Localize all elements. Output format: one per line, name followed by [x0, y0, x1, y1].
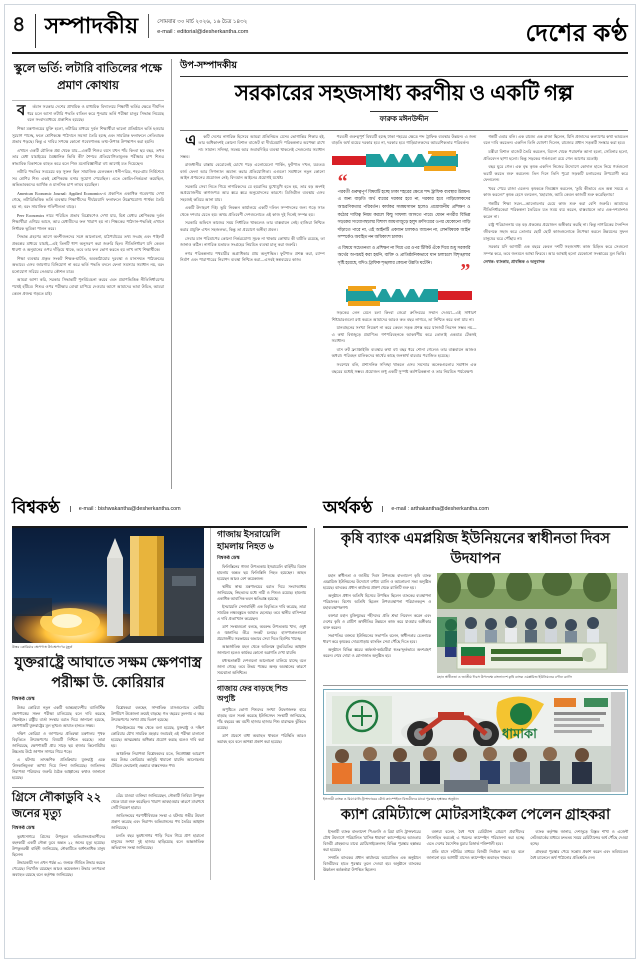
bk-lead-desk: বিশ্বকণ্ঠ ডেস্ক: [12, 696, 35, 702]
bk-middle-body: [217, 564, 306, 676]
paragraph: এ বিষয়ে সচেতনতা ও প্রশিক্ষণ না দিয়ে এর ওপর টিকিট এঁকে দিয়ে শুধু সরকারি অর্থের অপচয়ই করা হয়নি, ব্যক্তি ও প্রাতিষ্ঠানিকভাবে যান চলাচলে বিশৃঙ্খলার সৃষ্টি হয়েছে, যদিও ট্রাফিক শৃঙ্খলার কোনো উন্নতি ঘটেনি।: [337, 244, 471, 265]
paragraph: অনুষ্ঠানে বিভিন্ন স্তরের কর্মকর্তা-কর্মচারীরা স্বতঃস্ফূর্তভাবে অংশগ্রহণ করেন। শেষে দোয়া ও মোনাজাত অনুষ্ঠিত হয়।: [323, 648, 431, 659]
kicker-label: উপ-সম্পাদকীয়: [180, 60, 238, 71]
paragraph: শিক্ষা মন্ত্রণালয়ের যুক্তি হলো, লটারির মাধ্যমে দুর্বল শিক্ষার্থীরা ভালো প্রতিষ্ঠানে ভর্তি হওয়ার সুযোগ পাচ্ছে, ফলে শ্রেণিকক্ষে পাঠদানে সমস্যা তৈরি হচ্ছে এবং সামগ্রিক ফলাফলে নেতিবাচক প্রভাব পড়ছে। কিন্তু এ দাবির সপক্ষে কোনো গবেষণালব্ধ তথ্য-উপাত্ত উপস্থাপন করা হয়নি।: [12, 125, 164, 145]
paragraph: আন্তর্জাতিক মহল থেকে অবিলম্বে যুদ্ধবিরতির আহ্বান জানানো হলেও কার্যকর কোনো অগ্রগতি দেখা যায়নি।: [217, 645, 306, 656]
paragraph: উদ্ধারকারী দল এখন পর্যন্ত ৩১ জনকে জীবিত উদ্ধার করতে পেরেছে। নিখোঁজ রয়েছেন আরও কয়েকজন। উদ্ধার তৎপরতা অব্যাহত রয়েছে বলে কর্তৃপক্ষ জানিয়েছে।: [12, 861, 105, 878]
paragraph: রাজধানীর রাস্তায় বেরোলেই চোখে পড়ে এলোমেলো পার্কিং, ফুটপাত দখল, যত্রতত্র বর্জ্য ফেলা আর সিগন্যাল অমান্য করার প্রতিযোগিতা। এগুলো সমাধানে নতুন কোনো আইন প্রণয়নের প্রয়োজন নেই; বিদ্যমান আইনের প্রয়োগই যথেষ্ট।: [180, 162, 325, 181]
bishwakantha-section: [12, 528, 315, 880]
pull-quote: [332, 170, 477, 283]
ak-second-headline: ক্যাশ রেমিট্যান্সে মোটরসাইকেল পেলেন গ্রাহকরা: [340, 807, 611, 824]
masthead: [12, 14, 628, 48]
bk-second-desk: বিশ্বকণ্ঠ ডেস্ক: [12, 825, 35, 831]
main-col-2: [332, 134, 477, 377]
divider: [12, 100, 164, 101]
paragraph: সবশেষে বলি, প্রশাসনিক সদিচ্ছা থাকলে এসব সমস্যার অনেকগুলোর সমাধান এক বছরের মধ্যেই সম্ভব। প্রয়োজন শুধু একটি সুস্পষ্ট কর্মপরিকল্পনা ও তার নিয়মিত পর্যবেক্ষণ।: [331, 361, 477, 374]
paragraph: অপুষ্টিতে ভোগা শিশুদের সংখ্যা উদ্বেগজনক হারে বাড়ছে বলে সতর্ক করেছে ইউনিসেফ। সংস্থাটি জানিয়েছে, পাঁচ বছরের কম বয়সী হাজার হাজার শিশু মারাত্মক ঝুঁকিতে রয়েছে।: [217, 707, 306, 730]
bk-middle-sub-headline: গাজায় ফের বাড়ছে শিশু অপুষ্টি: [217, 684, 288, 704]
arthakantha-email: e-mail : arthakantha@desherkantha.com: [382, 506, 488, 512]
paragraph: গল্পটির শিক্ষা সরল—আলোচনার চেয়ে কাজ শুরু করা বেশি জরুরি। আমাদের নীতিনির্ধারকেরা পরিকল্পনা তৈরিতে যত সময় ব্যয় করেন, বাস্তবায়নে তার এক-দশমাংশও করেন না।: [483, 200, 629, 219]
ak-lead-body-left: [323, 573, 431, 681]
decorative-ribbon-bottom: [332, 285, 477, 307]
bk-lead-headline: যুক্তরাষ্ট্রে আঘাতে সক্ষম ক্ষেপণাস্ত্র পরীক্ষা উ. কোরিয়ার: [14, 655, 202, 691]
bk-second-story: [12, 791, 204, 880]
paragraph: পরবর্তী গুরুত্বপূর্ণ বিষয়টি হচ্ছে ঢাকা শহরের ক্ষেত্রে শব্দ ট্রাফিক ব্যবস্থার উন্নয়ন। এ জন্য বাড়তি অর্থ ব্যয়ের দরকার হবে না, দরকার হবে গাড়িচালকদের আচরণিকতার পরিবর্তন। কার্যকর সমন্বয়সাধন হলেও প্রয়োজনীয় প্রশিক্ষণ ও কঠোর দায়িত্ব নিয়ম করলে কিছু সাফল্য আসতে পারে। যেমন নগরীর বিভিন্ন সড়কের সংযোগস্থলের বিশাল জায়গাজুড়ে হলুদ ক্রসিংয়ের ওপর যেকোনো গাড়ি দাঁড়াতে পারে না, এই আইনটি একজন চালকও জানেন না, লেনবিষয়ক আইন সম্পর্কেও অবহিত নন অধিকাংশ চালক।: [337, 188, 471, 240]
paragraph: সিদ্ধান্ত গ্রহণের আগে অংশীজনদের সঙ্গে আলোচনা, মাঠপর্যায়ের তথ্য সংগ্রহ এবং পাইলট প্রকল্পের মাধ্যমে যাচাই—এই তিনটি ধাপ অনুসরণ করা জরুরি ছিল। নীতিনির্ধারণ যদি কেবল ধারণা ও অনুমানের ওপর দাঁড়িয়ে থাকে, তবে তার ফল ভোগ করতে হয় লাখ লাখ শিক্ষার্থীকে।: [12, 234, 164, 253]
paragraph: লটারি পদ্ধতির সবচেয়ে বড় সুফল ছিল সামাজিক মেলবন্ধন। ধনী-দরিদ্র, শহর-গ্রাম নির্বিশেষে সব শ্রেণির শিশু একই শ্রেণিকক্ষে বসার সুযোগ পেয়েছিল। এতে কোচিং-নির্ভরতা কমেছিল, অভিভাবকদের আর্থিক ও মানসিক চাপ লাঘব হয়েছিল।: [12, 169, 164, 188]
paragraph: সম্প্রতি ব্যাংকের প্রধান কার্যালয়ে আয়োজিত এক অনুষ্ঠানে বিজয়ীদের হাতে পুরস্কার তুলে দেওয়া হয়। অনুষ্ঠানে ব্যাংকের ঊর্ধ্বতন কর্মকর্তারা উপস্থিত ছিলেন।: [323, 855, 421, 872]
bk-lead-body: [12, 705, 204, 783]
quote-open-icon: “: [337, 170, 348, 193]
ak-lead-photo-block: [437, 573, 628, 681]
date-line: সোমবার ৩০ মার্চ ২০২৬, ১৬ চৈত্র ১৪৩২: [157, 19, 248, 25]
paragraph: গল্পটি এবার বলি। এক রাজ্যে এক রাজা ছিলেন, যিনি প্রজাদের কল্যাণের কথা ভাবতেন বলে দাবি করতেন। একদিন তিনি ঘোষণা দিলেন, রাজ্যের প্রধান সড়কটি সংস্কার করা হবে।: [483, 133, 629, 146]
paragraph: যানবাহনের সংখ্যা নিয়ন্ত্রণ না করে কেবল সড়ক প্রশস্ত করে যানজট নিরসন সম্ভব নয়—এ কথা বিশ্বজুড়ে প্রমাণিত। গণপরিবহনকে আকর্ষণীয় করে তোলাই একমাত্র টেকসই সমাধান।: [331, 325, 477, 344]
bk-middle-desk: বিশ্বকণ্ঠ ডেস্ক: [217, 555, 240, 561]
bishwakantha-title: বিশ্বকণ্ঠ: [12, 498, 60, 517]
paragraph: সেবার মান পরিমাপের কোনো নির্ভরযোগ্য সূচক না থাকায় কোথায় কী ঘাটতি রয়েছে, তা জানাও কঠিন। নাগরিক মতামত সংগ্রহের নিয়মিত ব্যবস্থা চালু করা জরুরি।: [180, 235, 325, 248]
arthakantha-header: [315, 489, 628, 528]
paragraph: ইসলামী ব্যাংক বাংলাদেশ পিএলসি ও রিয়া মানি ট্রান্সফারের যৌথ উদ্যোগে পরিচালিত 'মাসিক ধামাকা' ক্যাম্পেইনের আওতায় বিজয়ী গ্রাহকদের মাঝে মোটরসাইকেলসহ বিভিন্ন পুরস্কার হস্তান্তর করা হয়েছে।: [323, 829, 421, 852]
masthead-divider: [35, 14, 36, 48]
bk-lead-block: [12, 528, 204, 880]
paragraph: সরকারি সেবা নিতে গিয়ে নাগরিকদের যে হয়রানির মুখোমুখি হতে হয়, তার বড় অংশই অপ্রয়োজনীয় কাগজপত্র আর স্তরে স্তরে অনুমোদনের কারণে। ডিজিটাল ব্যবস্থায় এসব সহজেই কমিয়ে আনা যায়।: [180, 183, 325, 202]
paragraph: পরবর্তী গুরুত্বপূর্ণ বিষয়টি হচ্ছে ঢাকা শহরের ক্ষেত্রে শব্দ ট্রাফিক ব্যবস্থার উন্নয়ন। এ জন্য বাড়তি অর্থ ব্যয়ের দরকার হবে না, দরকার হবে গাড়িচালকদের আচরণিকতার পরিবর্তন।: [331, 133, 477, 146]
author-note: লেখক: ব্যাংকার, প্রাবন্ধিক ও অনুবাদক: [483, 259, 545, 265]
editorial-email: e-mail : editorial@desherkantha.com: [157, 29, 249, 36]
remittance-photo-frame: [323, 689, 628, 795]
paragraph: মহান স্বাধীনতা ও জাতীয় দিবস উপলক্ষে বাংলাদেশ কৃষি ব্যাংক এমপ্লয়িজ ইউনিয়নের উদ্যোগে বর্ণাঢ্য র‍্যালি ও আলোচনা সভা অনুষ্ঠিত হয়েছে। ব্যাংকের প্রধান কার্যালয় প্রাঙ্গণ থেকে র‍্যালিটি শুরু হয়।: [323, 574, 431, 591]
paragraph: কটি দেশের নাগরিক হিসেবে আমরা প্রতিনিয়ত যেসব ভোগান্তির শিকার হই, তার অধিকাংশই কোনো বিশাল বাজেট বা দীর্ঘমেয়াদি পরিকল্পনার অপেক্ষা রাখে না। সামান্য সদিচ্ছা, সমন্বয় আর জবাবদিহির ব্যবস্থা থাকলেই সেগুলোর সমাধান সম্ভব।: [180, 133, 325, 159]
paragraph: সভাপতির বক্তব্যে ইউনিয়নের সভাপতি বলেন, স্বাধীনতার চেতনাকে ধারণ করে কৃষকের দোরগোড়ায় ব্যাংকিং সেবা পৌঁছে দিতে হবে।: [323, 634, 431, 645]
paragraph: গ্রাহকরা পুরস্কার পেয়ে সন্তোষ প্রকাশ করেন এবং ভবিষ্যতেও বৈধ চ্যানেলে অর্থ পাঠানোর প্রতিশ্রুতি দেন।: [530, 849, 629, 860]
paragraph: আঞ্চলিক নিরাপত্তা বিশ্লেষকদের মতে, নিষেধাজ্ঞা আরোপ করে উত্তর কোরিয়ার কর্মসূচি থামানো যায়নি। আলোচনার টেবিলে ফেরানোই একমাত্র বাস্তবসম্মত পথ।: [111, 752, 204, 769]
ak-lead-headline: কৃষি ব্যাংক এমপ্লয়িজ ইউনিয়নের স্বাধীনতা দিবস উদযাপন: [340, 531, 611, 567]
paragraph: ভূমধ্যসাগরে গ্রিসের উপকূলে অভিবাসনপ্রত্যাশীদের বহনকারী একটি নৌকা ডুবে অন্তত ২২ জনের মৃত্যু হয়েছে। উপকূলরক্ষী বাহিনী জানিয়েছে, নৌকাটিতে অর্ধশতাধিক মানুষ ছিলেন।: [12, 835, 105, 858]
paragraph: শিক্ষা ব্যবস্থার প্রকৃত সংকট শিক্ষক-ঘাটতি, অবকাঠামোর দুরবস্থা ও মানসম্মত পাঠ্যক্রমের অভাবে। এসব জায়গায় বিনিয়োগ না করে ভর্তি পদ্ধতি বদলে ফেলা সমস্যার সমাধান নয়, বরং মনোযোগ সরিয়ে নেওয়ার কৌশল মাত্র।: [12, 255, 164, 274]
top-editorial-area: [12, 59, 628, 489]
author-byline: ফারুক মঈনউদ্দীন: [370, 111, 439, 125]
bk-middle-headline: গাজায় ইসরায়েলি হামলায় নিহত ৬: [217, 529, 281, 552]
paragraph: সড়কের লেন মেনে চলা কিংবা জেব্রা ক্রসিংয়ের সম্মান দেওয়া—এই সাধারণ শিষ্টাচারগুলো রপ্ত করতে আমাদের আরও কত বছর লাগবে, তা নিশ্চিত করে বলা যায় না।: [331, 310, 477, 322]
main-col-3: [483, 134, 628, 377]
main-editorial-column: [172, 59, 628, 489]
divider: [12, 787, 204, 788]
paragraph: ত্রাণ প্রবেশে বাধা অব্যাহত থাকলে পরিস্থিতি আরও ভয়াবহ হবে বলে আশঙ্কা প্রকাশ করা হয়েছে।: [217, 733, 306, 744]
byline-wrap: [180, 108, 628, 126]
bishwakantha-header: [12, 489, 315, 528]
paragraph: একটি উদাহরণ দিই। ভূমি নিবন্ধন কার্যালয়ে একটি দলিল সম্পাদনের জন্য গড়ে সাত থেকে দশবার যেতে হয়। অথচ প্রতিবেশী দেশগুলোতে এই কাজ দুই দিনেই সম্পন্ন হয়।: [180, 205, 325, 217]
left-editorial-headline: স্কুলে ভর্তি: লটারি বাতিলের পক্ষে প্রমাণ কোথায়: [14, 63, 162, 92]
photo-caption: ইসলামী ব্যাংক ও রিয়া মানি ট্রান্সফারের যৌথ ক্যাম্পেইনে বিজয়ীদের মাঝে পুরস্কার হস্তান্তর অনুষ্ঠান: [323, 797, 459, 802]
paragraph: মধ্যস্থতাকারী দেশগুলো আলোচনা চালিয়ে যাচ্ছে বলে জানা গেছে। তবে উভয় পক্ষের অনড় অবস্থানের কারণে সমঝোতা অনিশ্চিত।: [217, 659, 306, 676]
paragraph: স্থানীয় স্বাস্থ্য মন্ত্রণালয়ের বরাত দিয়ে সংবাদমাধ্যম জানিয়েছে, নিহতদের মধ্যে নারী ও শিশুও রয়েছে। হামলায় একাধিক আবাসিক ভবন ক্ষতিগ্রস্ত হয়েছে।: [217, 585, 306, 602]
paragraph: সরকারি অফিসে কাজের সময় নির্ধারিত থাকলেও তার বাস্তবায়ন নেই। হাজিরা নিশ্চিত করার প্রযুক্তি এখন সহজলভ্য, কিন্তু তা প্রয়োগে অনীহা প্রবল।: [180, 220, 325, 232]
paragraph: র্তমান সরকার দেশের প্রাথমিক ও মাধ্যমিক বিদ্যালয়ে শিক্ষার্থী ভর্তির ক্ষেত্রে দীর্ঘদিন ধরে চলে আসা লটারি পদ্ধতি বাতিল করে পুনরায় ভর্তি পরীক্ষা চালুর সিদ্ধান্ত নিয়েছে বলে সংবাদমাধ্যমে প্রকাশিত হয়েছে।: [27, 104, 164, 123]
bk-middle-column: [210, 528, 306, 880]
arthakantha-title: অর্থকণ্ঠ: [323, 498, 373, 517]
missile-launch-photo: [12, 528, 204, 643]
newspaper-logo: দেশের কণ্ঠ: [525, 20, 628, 47]
dropcap: এ: [185, 132, 197, 149]
ak-second-body: [323, 829, 628, 875]
paragraph: চলতি বছর ভূমধ্যসাগর পাড়ি দিতে গিয়ে প্রাণ হারানো মানুষের সংখ্যা দুই হাজার ছাড়িয়েছে বলে আন্তর্জাতিক অভিবাসন সংস্থা জানিয়েছে।: [111, 834, 204, 851]
pull-quote-text: [338, 188, 471, 266]
paragraph: রাষ্ট্র পরিচালনায় বড় বড় প্রকল্পের প্রয়োজন অস্বীকার করছি না। কিন্তু নাগরিকের দৈনন্দিন জীবনকে সহজ করে তোলার ছোট ছোট কাজগুলোকে উপেক্ষা করলে উন্নয়নের সুফল মানুষের ঘরে পৌঁছায় না।: [483, 222, 629, 241]
paragraph: বক্তারা মহান মুক্তিযুদ্ধের শহীদদের প্রতি শ্রদ্ধা নিবেদন করেন এবং দেশের কৃষি ও গ্রামীণ অর্থনীতির উন্নয়নে কাজ করে যাওয়ার অঙ্গীকার ব্যক্ত করেন।: [323, 614, 431, 631]
divider: [217, 680, 306, 681]
dropcap: ব: [17, 103, 26, 120]
photo-caption: উত্তর কোরিয়ার ক্ষেপণাস্ত্র উৎক্ষেপণের মুহূর্ত: [12, 645, 73, 649]
head-rule: [180, 130, 628, 131]
paragraph: বিশ্লেষকরা বলছেন, সাম্প্রতিক মাসগুলোতে কোরীয় উপদ্বীপে উত্তেজনা ক্রমেই বাড়ছে। গত বছরের তুলনায় এ বছর উৎক্ষেপণের সংখ্যা প্রায় দ্বিগুণ হয়েছে।: [111, 706, 204, 723]
paragraph: ইসরায়েলি সেনাবাহিনী এক বিবৃতিতে দাবি করেছে, তারা সামরিক লক্ষ্যবস্তুতে আঘাত হেনেছে। তবে স্থানীয় বাসিন্দারা এ দাবি প্রত্যাখ্যান করেছেন।: [217, 605, 306, 622]
paragraph: অনুষ্ঠানে প্রধান অতিথি হিসেবে উপস্থিত ছিলেন ব্যাংকের ব্যবস্থাপনা পরিচালক। বিশেষ অতিথি ছিলেন উপব্যবস্থাপনা পরিচালকবৃন্দ ও মহাব্যবস্থাপকগণ।: [323, 594, 431, 611]
bk-middle-sub-body: [217, 707, 306, 745]
paragraph: প্রতি মাসে লটারির মাধ্যমে বিজয়ী নির্বাচন করা হয় বলে জানানো হয়। আগামী মাসেও ক্যাম্পেইন অব্যাহত থাকবে।: [426, 849, 525, 860]
paragraph: ফিলিস্তিনের গাজা উপত্যকায় ইসরায়েলি বাহিনীর বিমান হামলায় অন্তত ছয় ফিলিস্তিনি নিহত হয়েছেন। আহত হয়েছেন আরও বেশ কয়েকজন।: [217, 565, 306, 582]
remittance-award-photo: [326, 692, 625, 792]
bishwakantha-email: e-mail : bishwakantha@desherkantha.com: [70, 506, 181, 512]
paragraph: বক্তারা বলেন, বৈধ পথে রেমিট্যান্স প্রেরণে প্রবাসীদের উৎসাহিত করতেই এ ধরনের ক্যাম্পেইন পরিচালনা করা হচ্ছে। এতে দেশের বৈদেশিক মুদ্রার রিজার্ভ শক্তিশালী হবে।: [426, 829, 525, 846]
main-headline: সরকারের সহজসাধ্য করণীয় ও একটি গল্প: [234, 81, 574, 105]
paragraph: আমরা আশা করি, সরকার সিদ্ধান্তটি পুনর্বিবেচনা করবে এবং প্রমাণভিত্তিক নীতিনির্ধারণের পথেই হাঁটবে। শিশুর ওপর পরীক্ষার বোঝা চাপিয়ে দেওয়ার আগে আমাদের ভাবা উচিত, আমরা কেমন প্রজন্ম গড়তে চাই।: [12, 277, 164, 296]
divider: [323, 685, 628, 686]
decorative-ribbon-top: [332, 150, 477, 172]
arthakantha-section: [315, 528, 628, 880]
paragraph: দক্ষিণ কোরিয়া ও জাপানের প্রতিরক্ষা মন্ত্রণালয় পৃথক বিবৃতিতে উৎক্ষেপণের বিষয়টি নিশ্চিত করেছে। তারা জানিয়েছে, ক্ষেপণাস্ত্রটি প্রায় সাড়ে ছয় হাজার কিলোমিটার উচ্চতায় উঠে জাপান সাগরে গিয়ে পড়ে।: [12, 732, 105, 755]
rally-photo: [437, 573, 628, 673]
masthead-meta: [148, 14, 248, 38]
main-editorial-columns: [180, 134, 628, 377]
main-col-1: [180, 134, 325, 377]
paragraph: ত্রাণ সংস্থাগুলো বলছে, অবরুদ্ধ উপত্যকায় খাদ্য, ওষুধ ও জ্বালানির তীব্র সংকট চলছে। হাসপাতালগুলো প্রয়োজনীয় সরঞ্জামের অভাবে সেবা দিতে হিমশিম খাচ্ছে।: [217, 625, 306, 642]
paragraph: বছর ঘুরে গেল। এক বৃদ্ধ কৃষক একদিন নিজের উদ্যোগে কোদাল হাতে নিয়ে গর্তগুলো ভরাট করতে শুরু করলেন। তিন দিনে তিনি পুরো সড়কটি চলাচলের উপযোগী করে ফেললেন।: [483, 164, 629, 183]
paragraph: খবর পেয়ে রাজা এলেন। কৃষককে জিজ্ঞেস করলেন, 'তুমি কীভাবে এত অল্প সময়ে এ কাজ করলে?' কৃষক হেসে বললেন, 'মহারাজ, আমি কেবল কাজটি শুরু করেছিলাম।': [483, 185, 629, 198]
bk-second-headline: গ্রিসে নৌকাডুবি ২২ জনের মৃত্যু: [12, 792, 102, 820]
section-title: সম্পাদকীয়: [44, 13, 139, 38]
kicker-rule: [180, 76, 628, 77]
paragraph: বাস রুট ফ্র্যাঞ্চাইজি ব্যবস্থার কথা বহু বছর ধরে শোনা গেলেও তার বাস্তবায়ন আজও অধরা। পরিবহন মালিকদের স্বার্থের কাছে জনস্বার্থ বারবার পরাজিত হয়েছে।: [331, 346, 477, 359]
paragraph: বেঁচে যাওয়া ব্যক্তিরা জানিয়েছেন, নৌকাটি লিবিয়া উপকূল থেকে যাত্রা শুরু করেছিল। খারাপ আবহাওয়ার কারণে মাঝপথে সেটি নিয়ন্ত্রণ হারায়।: [111, 794, 204, 811]
paragraph: নগর পরিকল্পনায় পথচারীর অগ্রাধিকার প্রায় অনুপস্থিত। ফুটপাত প্রশস্ত করা, র‍্যাম্প নির্মাণ এবং পারাপারের নিরাপদ ব্যবস্থা নিশ্চিত করা—এসবই স্বল্পব্যয়ের কাজ।: [180, 250, 325, 263]
paragraph: American Economic Journal: Applied Economics-এ প্রকাশিত একাধিক গবেষণায় দেখা গেছে, লটারিভিত্তিক ভর্তি ব্যবস্থায় শিক্ষার্থীদের দীর্ঘমেয়াদি ফলাফলে উল্লেখযোগ্য পার্থক্য তৈরি হয় না; বরং সামাজিক গতিশীলতা বাড়ে।: [12, 190, 164, 209]
left-editorial-column: [12, 59, 172, 489]
paragraph: পিয়ংইয়ংয়ের পক্ষ থেকে বলা হয়েছে, যুক্তরাষ্ট্র ও দক্ষিণ কোরিয়ার যৌথ সামরিক মহড়ার জবাবেই এই পরীক্ষা চালানো হয়েছে। আত্মরক্ষার অধিকার প্রয়োগ করছে বলেও দাবি করা হয়।: [111, 726, 204, 749]
paragraph: উত্তর কোরিয়া নতুন একটি আন্তমহাদেশীয় ব্যালিস্টিক ক্ষেপণাস্ত্রের সফল পরীক্ষা চালিয়েছে বলে দাবি করেছে পিয়ংইয়ং। রাষ্ট্রীয় বার্তা সংস্থার বরাত দিয়ে জানানো হয়েছে, ক্ষেপণাস্ত্রটি যুক্তরাষ্ট্রের মূল ভূখণ্ডে আঘাত হানতে সক্ষম।: [12, 706, 105, 729]
svg-text:ধামাকা: ধামাকা: [502, 726, 537, 742]
paragraph: সরকার যদি আগামী এক বছরে কেবল দশটি সহজসাধ্য কাজ চিহ্নিত করে সেগুলো সম্পন্ন করে, তবে জনমনে আস্থা ফিরবে। আর আস্থাই হলো যেকোনো সংস্কারের মূল ভিত্তি।: [483, 244, 629, 256]
paragraph: ব্যাংক কর্তৃপক্ষ জানায়, দেশজুড়ে বিস্তৃত শাখা ও এজেন্ট নেটওয়ার্কের মাধ্যমে দ্রুততম সময়ে রেমিট্যান্সের অর্থ পৌঁছে দেওয়া হচ্ছে।: [530, 829, 629, 846]
photo-caption: মহান স্বাধীনতা ও জাতীয় দিবস উপলক্ষে বাংলাদেশ কৃষি ব্যাংক এমপ্লয়িজ ইউনিয়নের বর্ণাঢ্য র‍্যালি: [437, 675, 572, 680]
paragraph: এ ঘটনায় তাৎক্ষণিক প্রতিক্রিয়ায় যুক্তরাষ্ট্র একে 'উসকানিমূলক' আখ্যা দিয়ে নিন্দা জানিয়েছে। জাতিসংঘ নিরাপত্তা পরিষদের জরুরি বৈঠক আহ্বানের কথাও জানানো হয়েছে।: [12, 758, 105, 781]
paragraph: জাতিসংঘের শরণার্থীবিষয়ক সংস্থা এ ঘটনায় গভীর উদ্বেগ প্রকাশ করেছে এবং নিরাপদ অভিবাসনের পথ তৈরির আহ্বান জানিয়েছে।: [111, 814, 204, 831]
page-number: ৪: [12, 12, 26, 36]
paragraph: মন্ত্রীরা বিশাল বাজেট তৈরি করলেন, বিদেশ থেকে পরামর্শক আনা হলো, সেমিনার হলো, প্রতিবেদন ছাপা হলো। কিন্তু সড়কের গর্তগুলো রয়ে গেল আগের মতোই।: [483, 148, 629, 161]
left-editorial-body: [12, 104, 164, 297]
section-headers: [12, 489, 628, 528]
paragraph: Peer Economics নামে পরিচিত প্রভাব বিশ্লেষণেও দেখা যায়, মিশ্র মেধার শ্রেণিকক্ষে দুর্বল শিক্ষার্থীরা এগিয়ে আসে, আর মেধাবীদের ফল খারাপ হয় না। শিক্ষকের পাঠদান-পদ্ধতিই এখানে নির্ধারক ভূমিকা পালন করে।: [12, 212, 164, 231]
paragraph: এখানে একটি মৌলিক প্রশ্ন থেকে যায়—একটি শিশুর বয়স যখন পাঁচ কিংবা ছয় বছর, তখন তার মেধা যাচাইয়ের বৈজ্ঞানিক ভিত্তি কী? শৈশবে প্রতিযোগিতামূলক পরীক্ষার চাপ শিশুর স্বাভাবিক বিকাশকে ব্যাহত করে বলে শিশু মনোবিজ্ঞানীরা বহু আগেই মত দিয়েছেন।: [12, 147, 164, 166]
bottom-area: [12, 528, 628, 880]
quote-close-icon: ”: [460, 260, 471, 283]
